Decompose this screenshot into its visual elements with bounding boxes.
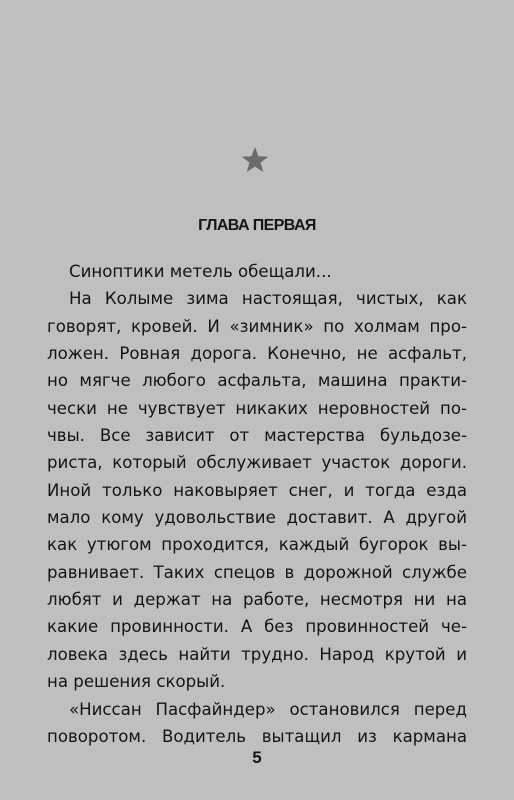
text-line: На Колыме зима настоящая, чистых, как	[69, 289, 467, 309]
text-line: поворотом. Водитель вытащил из кармана	[47, 726, 467, 746]
page-number: 5	[252, 748, 262, 767]
text-line: «Ниссан Пасфайндер» остановился перед	[69, 699, 467, 719]
text-line: какие провинности. А без провинностей че-	[47, 617, 467, 637]
text-line: любят и держат на работе, несмотря ни на	[47, 590, 467, 610]
text-line: на решения скорый.	[47, 672, 226, 692]
body-text	[47, 258, 467, 750]
text-line: как утюгом проходится, каждый бугорок вы-	[47, 535, 467, 555]
chapter-title: ГЛАВА ПЕРВАЯ	[198, 217, 316, 234]
text-line: Синоптики метель обещали...	[69, 262, 332, 281]
text-line: мало кому удовольствие доставит. А другой	[47, 508, 467, 528]
text-line: ловека здесь найти трудно. Народ крутой и	[47, 644, 467, 664]
text-line: чвы. Все зависит от мастерства бульдозе-	[47, 426, 467, 446]
text-line: равнивает. Таких спецов в дорожной службе	[47, 562, 467, 582]
text-line: Иной только наковыряет снег, и тогда езда	[47, 480, 467, 500]
text-line: ложен. Ровная дорога. Конечно, не асфальт,	[47, 344, 467, 364]
text-line: но мягче любого асфальта, машина практи-	[47, 371, 467, 391]
text-line: говорят, кровей. И «зимник» по холмам про-	[47, 316, 467, 336]
text-line: риста, который обслуживает участок дороги.	[47, 453, 467, 473]
text-line: чески не чувствует никаких неровностей по-	[47, 398, 467, 418]
star-icon	[240, 145, 270, 175]
